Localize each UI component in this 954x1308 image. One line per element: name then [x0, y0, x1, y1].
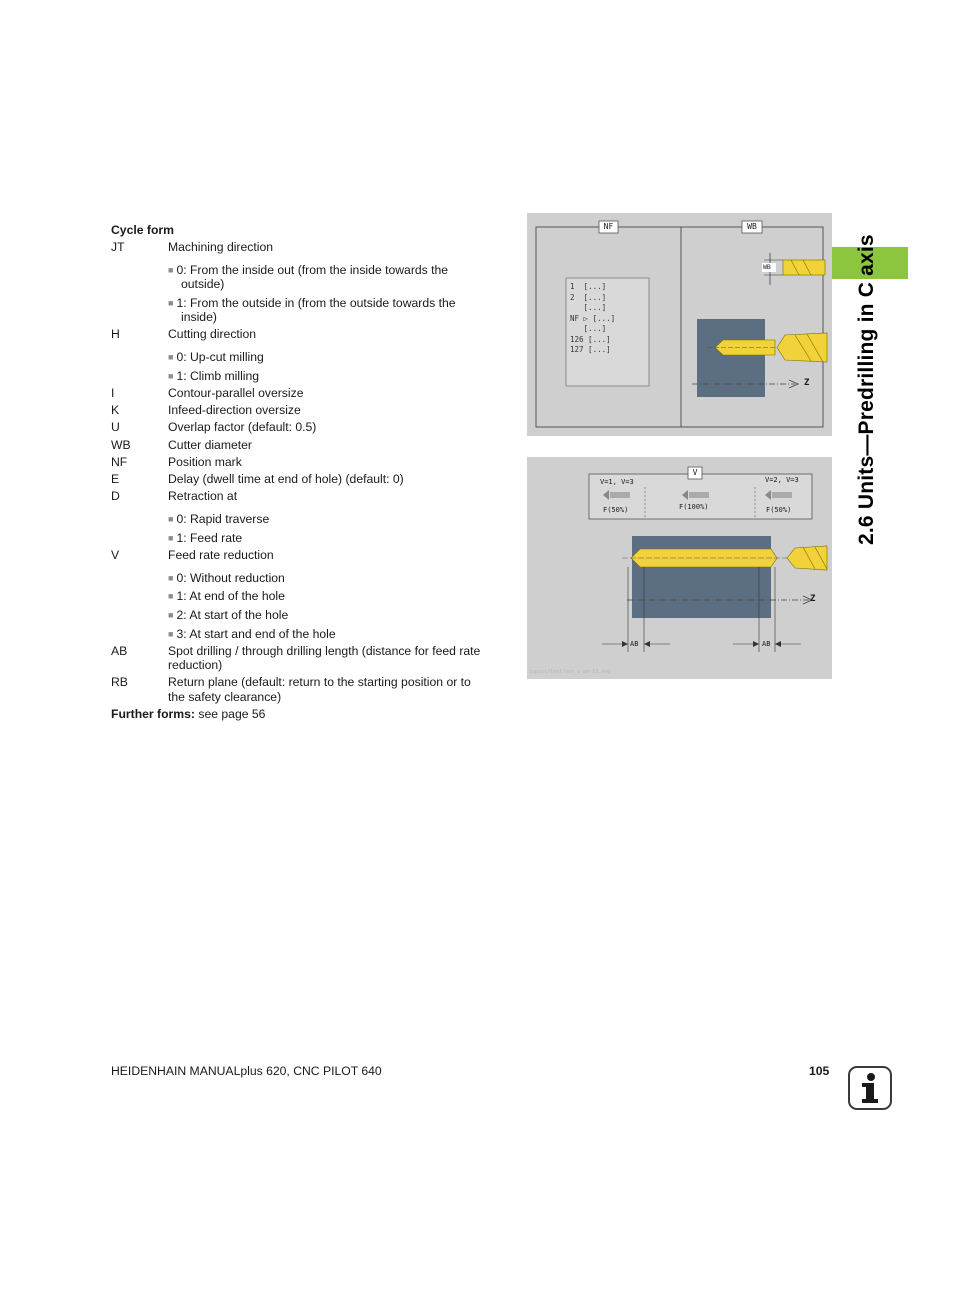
position-list: [570, 282, 615, 356]
param-code: E: [111, 472, 120, 486]
feed-bar-left: [610, 492, 630, 498]
mid-feed-value: F(100%): [679, 503, 709, 511]
footer-manual: HEIDENHAIN MANUALplus 620, CNC PILOT 640: [111, 1064, 382, 1078]
param-code: U: [111, 420, 120, 434]
workpiece: [697, 319, 765, 397]
figure-feed-reduction: [527, 457, 832, 679]
param-desc-cont: the safety clearance): [168, 690, 282, 704]
feed-bar-right: [772, 492, 792, 498]
page-number: 105: [809, 1064, 830, 1078]
param-option: ■ 0: Rapid traverse: [168, 512, 269, 528]
param-option: ■ 1: Climb milling: [168, 369, 259, 385]
param-option-cont: outside): [181, 277, 225, 291]
ab-arrow: [775, 641, 781, 647]
figure-caption: bspiss/test/vor_u_mm-13.eng: [529, 669, 611, 675]
further-forms-link[interactable]: see page 56: [194, 707, 266, 721]
right-feed-condition: V=2, V=3: [765, 476, 799, 484]
param-option: ■ 2: At start of the hole: [168, 608, 288, 624]
cutter-tool: [777, 333, 827, 362]
param-code: I: [111, 386, 115, 400]
param-desc: Overlap factor (default: 0.5): [168, 420, 317, 434]
param-code: RB: [111, 675, 128, 689]
param-code: V: [111, 548, 120, 562]
param-desc: Position mark: [168, 455, 242, 469]
figure2-svg: [527, 457, 832, 679]
position-row: 127 [...]: [570, 345, 611, 354]
param-desc: Machining direction: [168, 240, 274, 254]
position-row: [...]: [570, 324, 607, 333]
param-option: ■ 1: At end of the hole: [168, 589, 285, 605]
param-option: ■ 0: From the inside out (from the inside towards the: [168, 263, 448, 279]
param-option-cont: inside): [181, 310, 217, 324]
further-forms-label: Further forms:: [111, 707, 195, 721]
ab-label-right: AB: [762, 640, 771, 648]
param-option: ■ 0: Without reduction: [168, 571, 285, 587]
param-desc: Cutter diameter: [168, 438, 252, 452]
position-row: NF ▷ [...]: [570, 313, 616, 323]
param-option: ■ 1: Feed rate: [168, 531, 242, 547]
ab-arrow: [622, 641, 628, 647]
z-axis-label-2: Z: [810, 594, 816, 604]
right-feed-value: F(50%): [766, 506, 792, 514]
position-row: 2 [...]: [570, 292, 607, 302]
param-desc: Cutting direction: [168, 327, 257, 341]
ab-label-left: AB: [630, 640, 639, 648]
workpiece-2: [632, 536, 771, 618]
position-row: [...]: [570, 303, 607, 312]
param-option: ■ 0: Up-cut milling: [168, 350, 264, 366]
z-axis-label: Z: [804, 378, 810, 388]
param-code: K: [111, 403, 120, 417]
feed-bar-mid: [689, 492, 709, 498]
param-code: H: [111, 327, 120, 341]
param-desc: Contour-parallel oversize: [168, 386, 304, 400]
section-title: 2.6 Units—Predrilling in C axis: [855, 234, 878, 545]
param-code: AB: [111, 644, 128, 658]
param-desc-cont: reduction): [168, 658, 223, 672]
param-code: JT: [111, 240, 125, 254]
param-desc: Return plane (default: return to the starting position or to: [168, 675, 471, 689]
position-row: 126 [...]: [570, 334, 611, 344]
param-code: NF: [111, 455, 128, 469]
position-row: 1 [...]: [570, 282, 607, 291]
further-forms: [111, 707, 265, 722]
left-feed-condition: V=1, V=3: [600, 478, 634, 486]
param-desc: Feed rate reduction: [168, 548, 274, 562]
param-option: ■ 1: From the outside in (from the outside towards the: [168, 296, 456, 312]
figure-position-mark: [527, 213, 832, 436]
left-feed-value: F(50%): [603, 506, 629, 514]
param-option: ■ 3: At start and end of the hole: [168, 627, 336, 643]
param-desc: Delay (dwell time at end of hole) (default: 0): [168, 472, 404, 486]
info-icon: [848, 1066, 892, 1110]
param-desc: Infeed-direction oversize: [168, 403, 301, 417]
nf-tag: NF: [603, 222, 614, 231]
param-desc: Spot drilling / through drilling length (distance for feed rate: [168, 644, 481, 658]
ab-arrow: [644, 641, 650, 647]
wb-tag: WB: [747, 222, 757, 231]
param-code: WB: [111, 438, 131, 452]
param-desc: Retraction at: [168, 489, 238, 503]
cycle-form-heading: Cycle form: [111, 223, 174, 237]
ab-arrow: [753, 641, 759, 647]
param-code: D: [111, 489, 120, 503]
wb-dim-label: WB: [763, 263, 771, 271]
v-tag: V: [692, 468, 698, 477]
